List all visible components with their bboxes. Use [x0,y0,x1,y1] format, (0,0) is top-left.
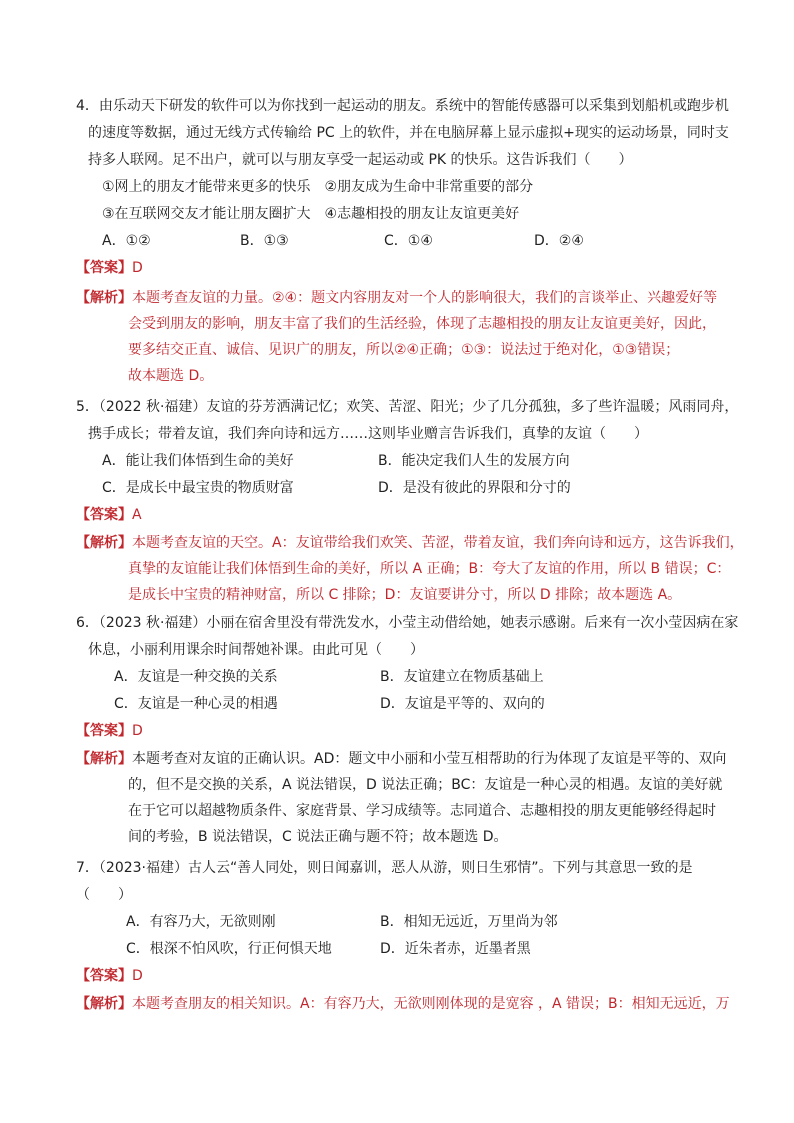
q4-analysis-line-1: 本题考查友谊的力量。②④：题文内容朋友对一个人的影响很大，我们的言谈举止、兴趣爱好等 [132,290,718,306]
q4-option-a: A．①② [102,233,151,249]
q4-analysis-line-2: 会受到朋友的影响，朋友丰富了我们的生活经验，体现了志趣相投的朋友让友谊更美好，因此， [128,316,716,332]
q6-analysis-line-2: 的，但不是交换的关系，A 说法错误，D 说法正确；BC：友谊是一种心灵的相遇。友谊的美好就 [128,777,723,793]
answer-label: 【答案】 [76,723,132,739]
q5-option-b: B．能决定我们人生的发展方向 [378,453,570,469]
q7-analysis-row [76,994,730,1014]
q4-options [102,231,702,251]
q5-analysis-row [76,533,744,553]
q4-analysis-row [76,288,717,308]
q6-answer-row [76,721,143,741]
analysis-label: 【解析】 [76,535,132,551]
answer-label: 【答案】 [76,968,132,984]
q7-options-row-1 [126,912,726,932]
q4-analysis-line-4: 故本题选 D。 [128,368,214,384]
q7-answer-row [76,966,143,986]
q6-analysis-row [76,749,726,769]
q6-option-c: C．友谊是一种心灵的相遇 [114,696,278,712]
q4-stem-line-1: 4．由乐动天下研发的软件可以为你找到一起运动的朋友。系统中的智能传感器可以采集到划船机或跑步机 [76,98,729,114]
answer-label: 【答案】 [76,260,132,276]
q7-stem-line-2: （ ） [76,887,132,903]
q7-analysis-line-1: 本题考查朋友的相关知识。A：有容乃大，无欲则刚体现的是宽容 ，A 错误；B：相知无远近，万 [132,996,730,1012]
q6-stem-line-2: 休息，小丽利用课余时间帮她补课。由此可见（ ） [88,642,424,658]
q7-options-row-2 [126,939,726,959]
q6-options-row-1 [114,667,714,687]
q4-answer: D [132,260,143,276]
q7-answer: D [132,968,143,984]
q6-analysis-line-4: 间的考验，B 说法错误，C 说法正确与题不符；故本题选 D。 [128,829,508,845]
q5-analysis-line-1: 本题考查友谊的天空。A：友谊带给我们欢笑、苦涩，带着友谊，我们奔向诗和远方，这告诉我们， [132,535,744,551]
q6-option-a: A．友谊是一种交换的关系 [114,669,278,685]
q7-option-b: B．相知无远近，万里尚为邻 [380,914,558,930]
q5-stem-line-2: 携手成长；带着友谊，我们奔向诗和远方……这则毕业赠言告诉我们，真挚的友谊（ ） [88,426,648,442]
q4-item-line-1: ①网上的朋友才能带来更多的快乐 ②朋友成为生命中非常重要的部分 [102,179,534,195]
analysis-label: 【解析】 [76,751,132,767]
q5-analysis-line-2: 真挚的友谊能让我们体悟到生命的美好，所以 A 正确；B：夸大了友谊的作用，所以 B 错误；C： [128,561,731,577]
q6-option-d: D．友谊是平等的、双向的 [380,696,545,712]
q5-options-row-2 [102,478,702,498]
q5-answer-row [76,505,142,525]
q6-options-row-2 [114,694,714,714]
q7-stem-line-1: 7．（2023·福建）古人云“善人同处，则日闻嘉训，恶人从游，则日生邪情”。下列与其意思一致的是 [76,860,693,876]
q4-analysis-line-3: 要多结交正直、诚信、见识广的朋友，所以②④正确；①③：说法过于绝对化，①③错误； [128,342,680,358]
analysis-label: 【解析】 [76,996,132,1012]
q5-option-a: A．能让我们体悟到生命的美好 [102,453,294,469]
q5-analysis-line-3: 是成长中宝贵的精神财富，所以 C 排除；D：友谊要讲分寸，所以 D 排除；故本题选 A。 [128,587,682,603]
q7-option-d: D．近朱者赤，近墨者黑 [380,941,531,957]
answer-label: 【答案】 [76,507,132,523]
q6-analysis-line-3: 在于它可以超越物质条件、家庭背景、学习成绩等。志同道合、志趣相投的朋友更能够经得起时 [128,803,716,819]
q5-option-c: C．是成长中最宝贵的物质财富 [102,480,294,496]
q5-answer: A [132,507,142,523]
q7-option-c: C．根深不怕风吹，行正何惧天地 [126,941,332,957]
q4-option-d: D．②④ [534,233,584,249]
q4-answer-row [76,258,143,278]
q6-analysis-line-1: 本题考查对友谊的正确认识。AD：题文中小丽和小莹互相帮助的行为体现了友谊是平等的、双向 [132,751,727,767]
q4-stem-line-3: 持多人联网。足不出户，就可以与朋友享受一起运动或 PK 的快乐。这告诉我们（ ） [88,152,633,168]
q5-stem-line-1: 5．（2022 秋·福建）友谊的芬芳洒满记忆；欢笑、苦涩、阳光；少了几分孤独，多了些许温暖；风雨同舟， [76,399,739,415]
q4-option-b: B．①③ [240,233,289,249]
q6-answer: D [132,723,143,739]
q7-option-a: A．有容乃大，无欲则刚 [126,914,276,930]
analysis-label: 【解析】 [76,290,132,306]
q5-options-row-1 [102,451,702,471]
q4-item-line-2: ③在互联网交友才能让朋友圈扩大 ④志趣相投的朋友让友谊更美好 [102,206,520,222]
q4-stem-line-2: 的速度等数据，通过无线方式传输给 PC 上的软件，并在电脑屏幕上显示虚拟+现实的运动场景，同时支 [88,125,729,141]
q6-option-b: B．友谊建立在物质基础上 [380,669,544,685]
q5-option-d: D．是没有彼此的界限和分寸的 [378,480,571,496]
q4-option-c: C．①④ [384,233,433,249]
q6-stem-line-1: 6．（2023 秋·福建）小丽在宿舍里没有带洗发水，小莹主动借给她，她表示感谢。后来有一次小莹因病在家 [76,615,739,631]
